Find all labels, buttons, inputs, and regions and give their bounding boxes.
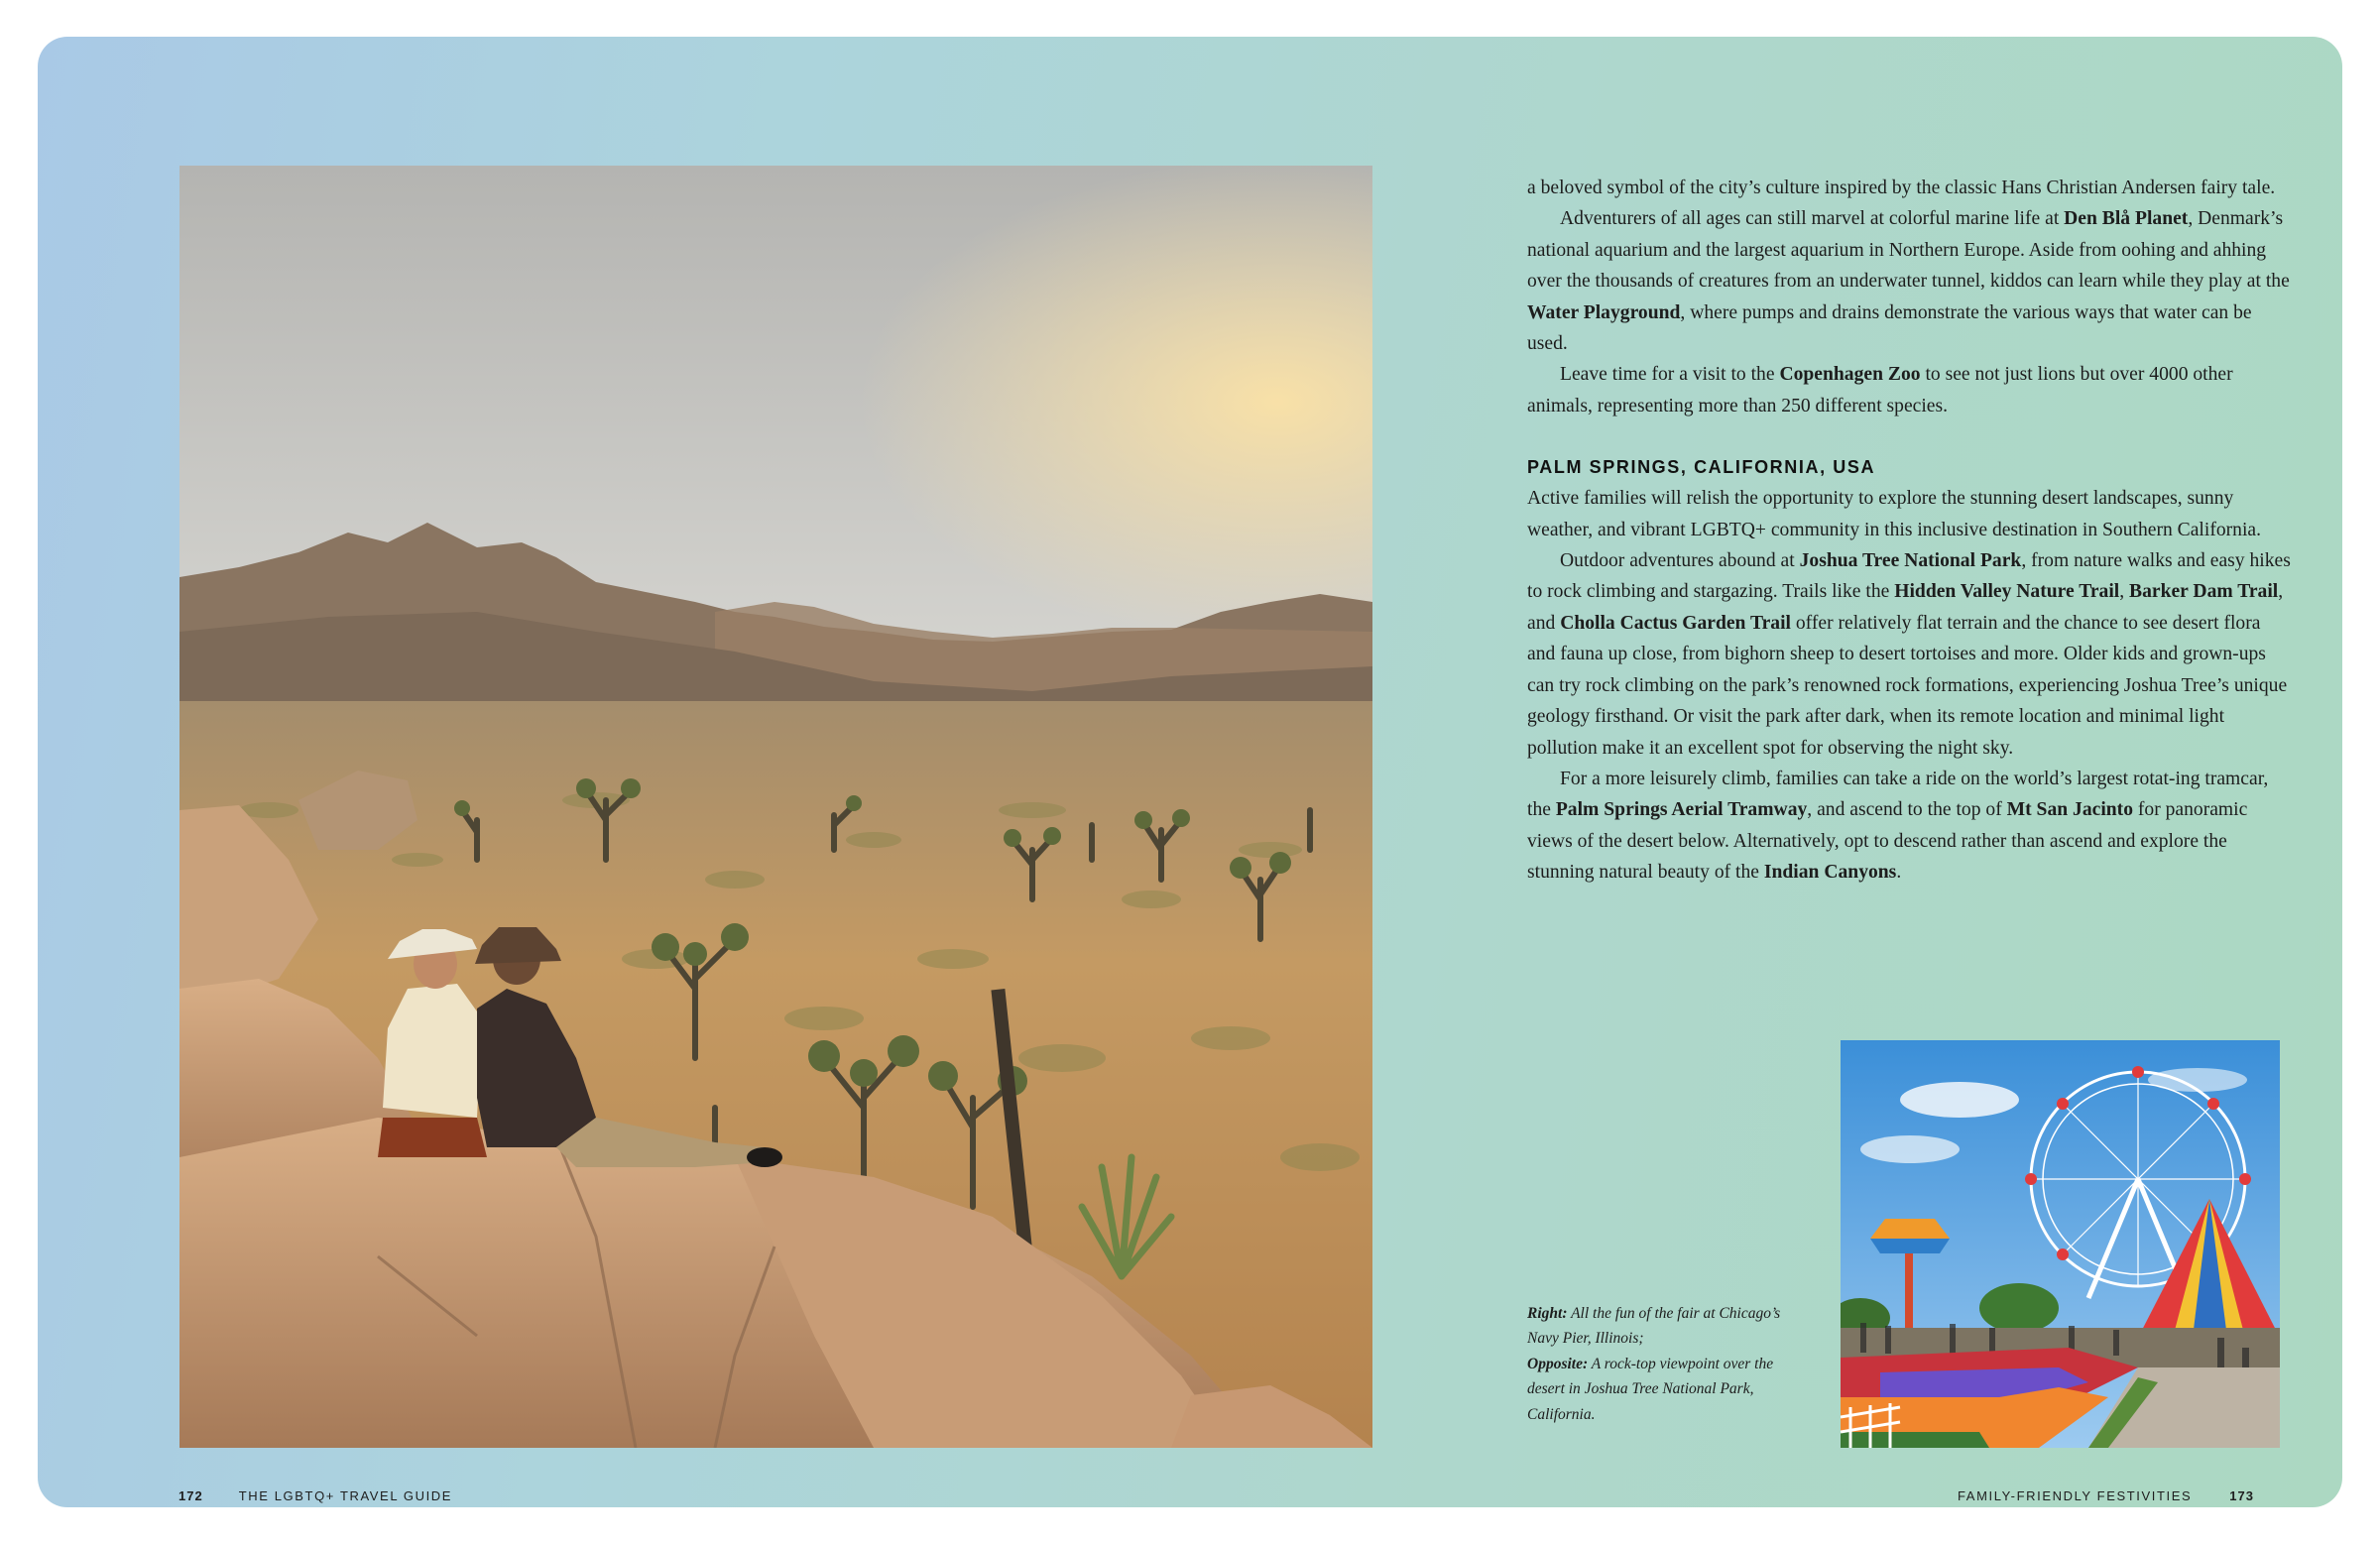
page-number-right: 173	[2229, 1488, 2254, 1503]
paragraph-den-bla-planet	[1527, 203, 2291, 359]
running-title-left: THE LGBTQ+ TRAVEL GUIDE	[238, 1488, 453, 1503]
paragraph-palm-springs-intro: Active families will relish the opportunity to explore the stunning desert landscapes, sunny weather, and vibrant LGBTQ+ community in this inclusive destination in Southern California.	[1527, 488, 2261, 540]
paragraph-copenhagen-zoo	[1527, 359, 2291, 421]
navy-pier-fair-photo	[1841, 1040, 2280, 1448]
bold-place-name: Indian Canyons	[1763, 862, 1897, 884]
text-span: for panoramic views of the desert below. Alternatively, opt to descend rather than ascend and explore the stunning natural beauty of the	[1527, 799, 2248, 884]
bold-place-name: Mt San Jacinto	[2006, 799, 2133, 821]
bold-place-name: Joshua Tree National Park	[1799, 550, 2022, 572]
text-span: , where pumps and drains demonstrate the various ways that water can be used.	[1527, 301, 2252, 355]
caption-label-right: Right:	[1527, 1305, 1568, 1322]
footer-left	[178, 1488, 452, 1503]
fair-photo-illustration	[1841, 1040, 2280, 1448]
paragraph-aerial-tramway	[1527, 764, 2291, 889]
text-span: For a more leisurely climb, families can take a ride on the world’s largest rotat-ing tramcar, the	[1527, 768, 2269, 821]
text-span: offer relatively flat terrain and the chance to see desert flora and fauna up close, from bighorn sheep to desert tortoises and more. Older kids and grown-ups can try rock climbing on the park’s renowned rock formations, experiencing Joshua Tree’s unique geology firsthand. Or visit the park after dark, when its remote location and minimal light pollution make it an excellent spot for observing the night sky.	[1527, 612, 2288, 759]
text-span: Outdoor adventures abound at	[1560, 550, 1800, 572]
caption-text-right: All the fun of the fair at Chicago’s Navy Pier, Illinois;	[1527, 1305, 1781, 1348]
bold-place-name: Copenhagen Zoo	[1779, 364, 1921, 386]
bold-place-name: Palm Springs Aerial Tramway	[1555, 799, 1808, 821]
bold-place-name: Barker Dam Trail	[2129, 581, 2279, 603]
text-span: , and ascend to the top of	[1807, 799, 2007, 821]
page-number-left: 172	[178, 1488, 203, 1503]
bold-place-name: Hidden Valley Nature Trail	[1894, 581, 2120, 603]
text-span: Leave time for a visit to the	[1560, 364, 1780, 386]
running-title-right: FAMILY-FRIENDLY FESTIVITIES	[1957, 1488, 2193, 1503]
bold-place-name: Cholla Cactus Garden Trail	[1560, 612, 1791, 634]
caption-label-opposite: Opposite:	[1527, 1355, 1589, 1372]
text-span: Adventurers of all ages can still marvel at colorful marine life at	[1560, 208, 2065, 230]
desert-photo-illustration	[179, 166, 1372, 1448]
text-span: to see not just lions but over 4000 other animals, representing more than 250 different species.	[1527, 364, 2233, 416]
text-span: .	[1896, 862, 1902, 884]
paragraph-continuation: a beloved symbol of the city’s culture inspired by the classic Hans Christian Andersen fairy tale.	[1527, 178, 2276, 198]
desert-viewpoint-photo	[179, 166, 1372, 1448]
paragraph-joshua-tree	[1527, 545, 2291, 764]
section-heading: PALM SPRINGS, CALIFORNIA, USA	[1527, 457, 1876, 478]
text-span: , Denmark’s national aquarium and the largest aquarium in Northern Europe. Aside from oohing and ahhing over the thousands of creatures from an underwater tunnel, kiddos can learn while they play at the	[1527, 208, 2290, 293]
article-body	[1527, 173, 2291, 889]
bold-place-name: Water Playground	[1527, 301, 1681, 323]
text-span: ,	[2119, 581, 2130, 603]
text-span: , from nature walks and easy hikes to rock climbing and stargazing. Trails like the	[1527, 550, 2291, 603]
text-span: , and	[1527, 581, 2284, 634]
page-spread	[38, 37, 2342, 1507]
bold-place-name: Den Blå Planet	[2064, 208, 2189, 230]
photo-caption	[1527, 1301, 1785, 1427]
footer-right	[1958, 1488, 2254, 1503]
caption-text-opposite: A rock-top viewpoint over the desert in Joshua Tree National Park, California.	[1527, 1355, 1774, 1423]
